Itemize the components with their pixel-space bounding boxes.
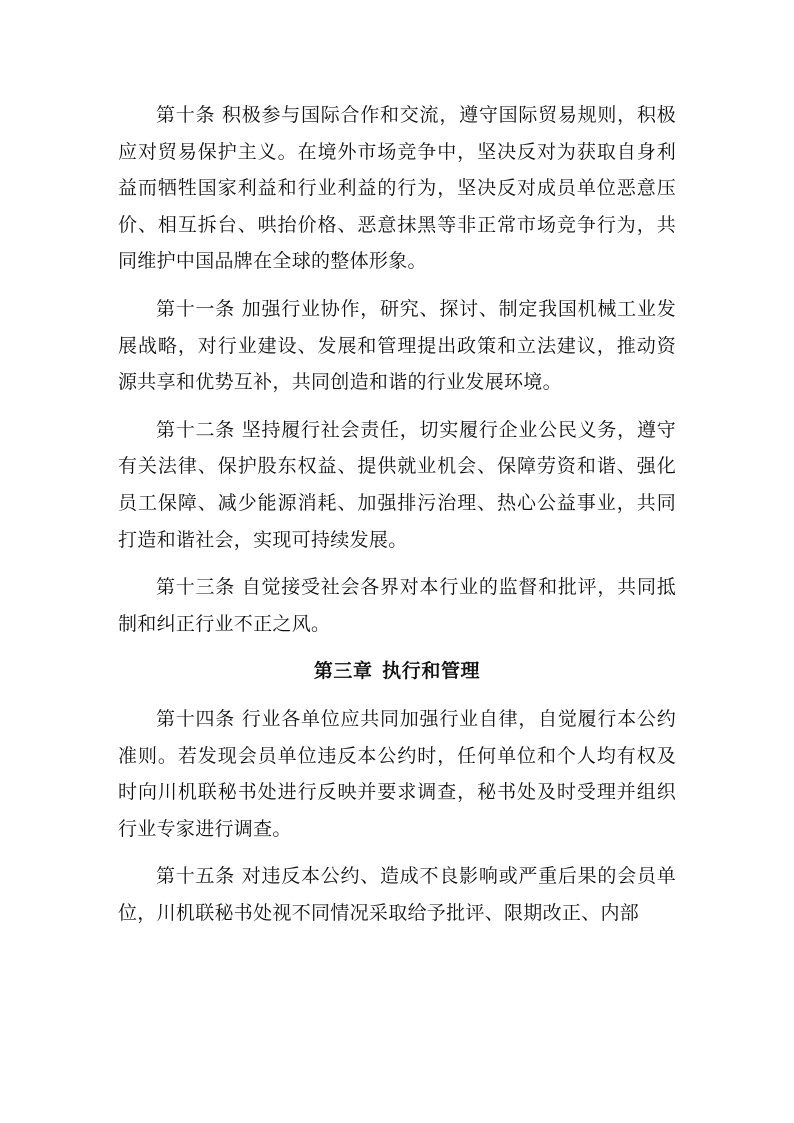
article-14 [118, 701, 676, 847]
document-body [118, 97, 676, 942]
article-text: 行业各单位应共同加强行业自律，自觉履行本公约准则。若发现会员单位违反本公约时，任何单位和个人均有权及时向川机联秘书处进行反映并要求调查，秘书处及时受理并组织行业专家进行调查。 [118, 707, 677, 840]
chapter-heading [118, 653, 676, 690]
article-number: 第十五条 [156, 865, 236, 888]
article-15 [118, 858, 676, 931]
chapter-title: 执行和管理 [382, 660, 481, 683]
article-number: 第十二条 [156, 418, 236, 441]
chapter-number: 第三章 [313, 660, 373, 683]
article-number: 第十一条 [156, 297, 236, 320]
article-text: 对违反本公约、造成不良影响或严重后果的会员单位，川机联秘书处视不同情况采取给予批评、限期改正、内部 [118, 865, 677, 924]
article-number: 第十四条 [156, 707, 236, 730]
article-11 [118, 291, 676, 401]
article-text: 自觉接受社会各界对本行业的监督和批评，共同抵制和纠正行业不正之风。 [118, 576, 677, 635]
article-text: 坚持履行社会责任，切实履行企业公民义务，遵守有关法律、保护股东权益、提供就业机会、保障劳资和谐、强化员工保障、减少能源消耗、加强排污治理、热心公益事业，共同打造和谐社会，实现可持续发展。 [118, 418, 677, 551]
article-text: 加强行业协作，研究、探讨、制定我国机械工业发展战略，对行业建设、发展和管理提出政策和立法建议，推动资源共享和优势互补，共同创造和谐的行业发展环境。 [118, 297, 677, 394]
article-10 [118, 97, 676, 280]
article-number: 第十三条 [156, 576, 236, 599]
article-number: 第十条 [156, 104, 216, 126]
article-13 [118, 569, 676, 642]
article-12 [118, 412, 676, 558]
article-text: 积极参与国际合作和交流，遵守国际贸易规则，积极应对贸易保护主义。在境外市场竞争中，坚决反对为获取自身利益而牺牲国家利益和行业利益的行为，坚决反对成员单位恶意压价、相互拆台、哄抬价格、恶意抹黑等非正常市场竞争行为，共同维护中国品牌在全球的整体形象。 [118, 104, 676, 273]
